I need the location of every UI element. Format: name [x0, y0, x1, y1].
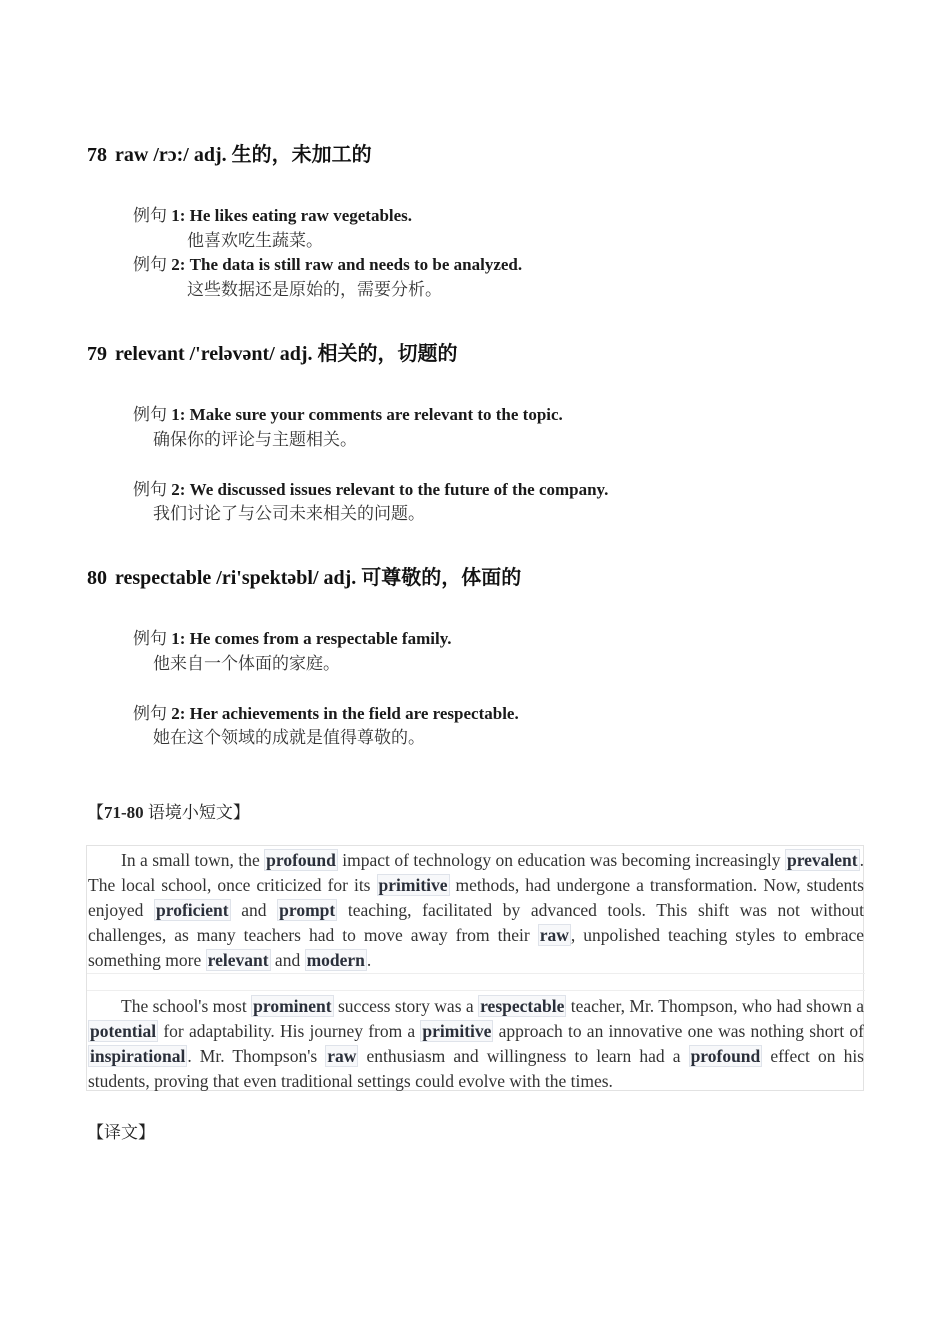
- example-sentence: [133, 624, 452, 649]
- vocab-highlight: prompt: [279, 900, 336, 920]
- entry-heading-80: [87, 561, 521, 590]
- section-title-text: 语境小短文: [143, 803, 233, 822]
- entry-number: 78: [87, 144, 107, 166]
- entry-heading-79: [87, 337, 458, 366]
- example-sentence: [133, 250, 522, 275]
- vocab-highlight: potential: [90, 1021, 157, 1041]
- entry-heading-78: [87, 138, 372, 167]
- vocab-highlight: prominent: [253, 996, 332, 1016]
- example-english: 2: The data is still raw and needs to be analyzed.: [171, 255, 523, 274]
- vocab-highlight: modern: [306, 950, 365, 970]
- vocab-highlight: inspirational: [90, 1046, 186, 1066]
- example-sentence: [133, 475, 608, 500]
- vocab-highlight: profound: [690, 1046, 761, 1066]
- vocab-highlight: proficient: [156, 900, 229, 920]
- example-english: 1: He likes eating raw vegetables.: [171, 206, 413, 225]
- headword: raw /rɔ:/ adj. 生的，未加工的: [115, 144, 372, 166]
- example-label: 例句: [133, 629, 167, 648]
- example-sentence: [133, 400, 563, 425]
- vocab-highlight: raw: [539, 925, 569, 945]
- vocab-highlight: relevant: [207, 950, 269, 970]
- example-chinese: 她在这个领域的成就是值得尊敬的。: [153, 728, 425, 747]
- example-chinese: 确保你的评论与主题相关。: [153, 430, 357, 449]
- example-chinese: 我们讨论了与公司未来相关的问题。: [153, 504, 425, 523]
- entry-number: 80: [87, 567, 107, 589]
- example-label: 例句: [133, 206, 167, 225]
- vocab-highlight: primitive: [378, 875, 448, 895]
- headword: relevant /'reləvənt/ adj. 相关的，切题的: [115, 343, 458, 365]
- vocab-highlight: primitive: [422, 1021, 492, 1041]
- example-label: 例句: [133, 704, 167, 723]
- bracket-close: 】: [232, 803, 250, 822]
- example-chinese: 他来自一个体面的家庭。: [153, 654, 340, 673]
- bracket-open: 【: [87, 803, 104, 822]
- entry-number: 79: [87, 343, 107, 365]
- context-passage: [86, 845, 864, 1091]
- example-label: 例句: [133, 480, 167, 499]
- passage-paragraph-2: The school's most prominent success story was a respectable teacher, Mr. Thompson, who had shown a potential for adaptability. His journey from a primitive approach to an innovative one was nothing short of inspirational . Mr. Thompson's raw enthusiasm and willingness to learn had a profound effect on his students, proving that even traditional settings could evolve with the times.: [88, 996, 865, 1091]
- vocab-highlight: prevalent: [786, 850, 858, 870]
- example-label: 例句: [133, 405, 167, 424]
- paragraph-separator: [87, 973, 865, 991]
- example-english: 1: Make sure your comments are relevant to the topic.: [171, 405, 563, 424]
- passage-paragraph-1: In a small town, the profound impact of technology on education was becoming increasingly prevalent . The local school, once criticized for its primitive methods, had undergone a transformation. Now, students enjoyed proficient and prompt teaching, facilitated by advanced tools. This shift was not without challenges, as many teachers had to move away from their raw , unpolished teaching styles to embrace something more relevant and modern .: [88, 850, 865, 970]
- example-english: 2: Her achievements in the field are respectable.: [171, 704, 519, 723]
- example-chinese: 他喜欢吃生蔬菜。: [187, 231, 323, 250]
- example-chinese: 这些数据还是原始的，需要分析。: [187, 280, 442, 299]
- example-english: 1: He comes from a respectable family.: [171, 629, 452, 648]
- vocab-highlight: raw: [327, 1046, 357, 1066]
- translation-title: 【译文】: [87, 1123, 155, 1142]
- example-sentence: [133, 201, 412, 226]
- example-label: 例句: [133, 255, 167, 274]
- context-section-title: [87, 798, 250, 823]
- headword: respectable /ri'spektəbl/ adj. 可尊敬的，体面的: [115, 567, 522, 589]
- section-range: 71-80: [104, 803, 144, 822]
- vocab-highlight: profound: [266, 850, 336, 870]
- example-sentence: [133, 699, 519, 724]
- example-english: 2: We discussed issues relevant to the future of the company.: [171, 480, 609, 499]
- vocab-highlight: respectable: [480, 996, 565, 1016]
